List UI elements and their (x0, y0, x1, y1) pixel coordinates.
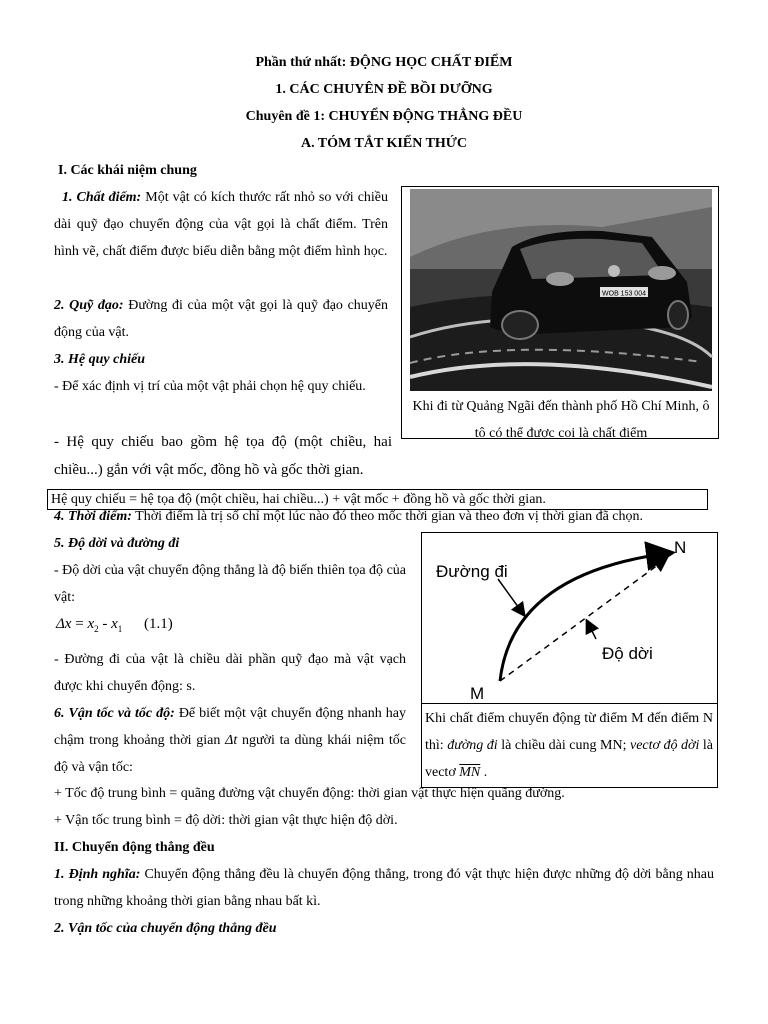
quy-dao-label: 2. Quỹ đạo: (54, 298, 124, 313)
path-caption-f: $\overline{MN}$ (459, 765, 481, 780)
dinh-nghia-label: 1. Định nghĩa: (54, 867, 141, 882)
eq-x1: x (111, 616, 118, 632)
dinh-nghia-paragraph (54, 861, 714, 915)
path-figure-frame (421, 532, 718, 788)
car-caption: Khi đi từ Quảng Ngãi đến thành phố Hồ Chí Minh, ô tô có thể được coi là chất điểm (412, 399, 710, 441)
thoi-diem-paragraph (54, 503, 734, 530)
boxed-formula: Hệ quy chiếu = hệ tọa độ (một chiều, hai chiều...) + vật mốc + đồng hồ và gốc thời gian. (47, 489, 708, 510)
path-diagram (422, 533, 717, 709)
eq-sub-1: 1 (117, 624, 123, 634)
section-1-title: I. Các khái niệm chung (58, 163, 197, 178)
path-caption-d: vectơ độ dời (629, 738, 700, 753)
path-caption-c: là chiều dài cung MN; (497, 738, 630, 753)
label-n: N (674, 538, 687, 557)
eq-delta-x: Δx (56, 616, 72, 632)
quy-dao-paragraph (54, 292, 388, 346)
path-caption-b: đường đi (447, 738, 498, 753)
van-toc-cdtd-label: 2. Vận tốc của chuyển động thẳng đều (54, 921, 277, 936)
chat-diem-paragraph (54, 184, 388, 265)
thoi-diem-text: Thời điểm là trị số chỉ một lúc nào đó theo mốc thời gian và theo đơn vị thời gian đã chọn. (131, 509, 644, 524)
eq-sub-2: 2 (94, 624, 99, 634)
equation-1-1 (56, 616, 173, 634)
do-doi-label: 5. Độ dời và đường đi (54, 536, 180, 551)
eq-x2: x (87, 616, 95, 632)
label-m: M (470, 684, 485, 703)
van-toc-delta-t: Δt (225, 733, 238, 748)
hqc-line-1: - Để xác định vị trí của một vật phải chọn hệ quy chiếu. (54, 379, 366, 394)
header-line-1: Phần thứ nhất: ĐỘNG HỌC CHẤT ĐIỂM (255, 55, 513, 70)
van-toc-paragraph (54, 700, 406, 781)
license-plate-text: WOB 153 004 (602, 290, 646, 298)
header-line-2: 1. CÁC CHUYÊN ĐỀ BỒI DƯỠNG (275, 82, 493, 97)
section-2-title: II. Chuyển động thẳng đều (54, 840, 215, 855)
do-doi-text: - Độ dời của vật chuyển động thẳng là độ biến thiên tọa độ của vật: (54, 563, 406, 605)
chat-diem-label: 1. Chất điểm: (62, 190, 142, 205)
van-toc-trung-binh: + Vận tốc trung bình = độ dời: thời gian vật thực hiện độ dời. (54, 813, 398, 828)
path-caption-g: . (480, 765, 488, 780)
path-caption-a: Khi chất điểm chuyển động từ điểm M đến điểm N thì: (425, 711, 713, 753)
van-toc-text-a: Để biết một vật chuyển động nhanh hay chậm trong khoảng thời gian (54, 706, 406, 748)
van-toc-text-b: người ta dùng khái niệm tốc độ và vận tốc: (54, 733, 406, 775)
thoi-diem-label: 4. Thời điểm: (54, 509, 132, 524)
hqc-line-2: - Hệ quy chiếu bao gồm hệ tọa độ (một chiều, hai chiều...) gắn với vật mốc, đồng hồ và gốc thời gian. (54, 434, 392, 478)
quy-dao-text: Đường đi của một vật gọi là quỹ đạo chuyển động của vật. (54, 298, 388, 340)
path-caption (425, 705, 713, 786)
duong-di-pointer (498, 579, 524, 615)
header-line-4: A. TÓM TẮT KIẾN THỨC (300, 136, 468, 151)
eq-minus: - (98, 616, 112, 632)
header-line-3: Chuyên đề 1: CHUYỂN ĐỘNG THẲNG ĐỀU (245, 109, 523, 124)
car-figure-frame (401, 186, 719, 439)
eq-equals: = (71, 616, 88, 632)
label-do-doi: Độ dời (602, 644, 653, 663)
van-toc-label: 6. Vận tốc và tốc độ: (54, 706, 175, 721)
he-quy-chieu-label: 3. Hệ quy chiếu (54, 352, 145, 367)
car-photo (402, 187, 718, 393)
dinh-nghia-text: Chuyển động thẳng đều là chuyển động thẳng, trong đó vật thực hiện được những độ dời bằng nhau trong những khoảng thời gian bằng nhau bất kì. (54, 867, 714, 909)
do-doi-pointer (587, 621, 596, 639)
chat-diem-text: Một vật có kích thước rất nhỏ so với chiều dài quỹ đạo chuyển động của vật gọi là chất điểm. Trên hình vẽ, chất điểm được biểu diễn bằng một điểm hình học. (54, 190, 389, 259)
label-duong-di: Đường đi (436, 562, 508, 581)
path-caption-e: là vectơ (425, 738, 714, 780)
duong-di-text: - Đường đi của vật là chiều dài phần quỹ đạo mà vật vạch được khi chuyển động: s. (54, 652, 406, 694)
toc-do-trung-binh: + Tốc độ trung bình = quãng đường vật chuyển động: thời gian vật thực hiện quãng đường. (54, 786, 565, 801)
eq-number: (1.1) (144, 616, 173, 632)
